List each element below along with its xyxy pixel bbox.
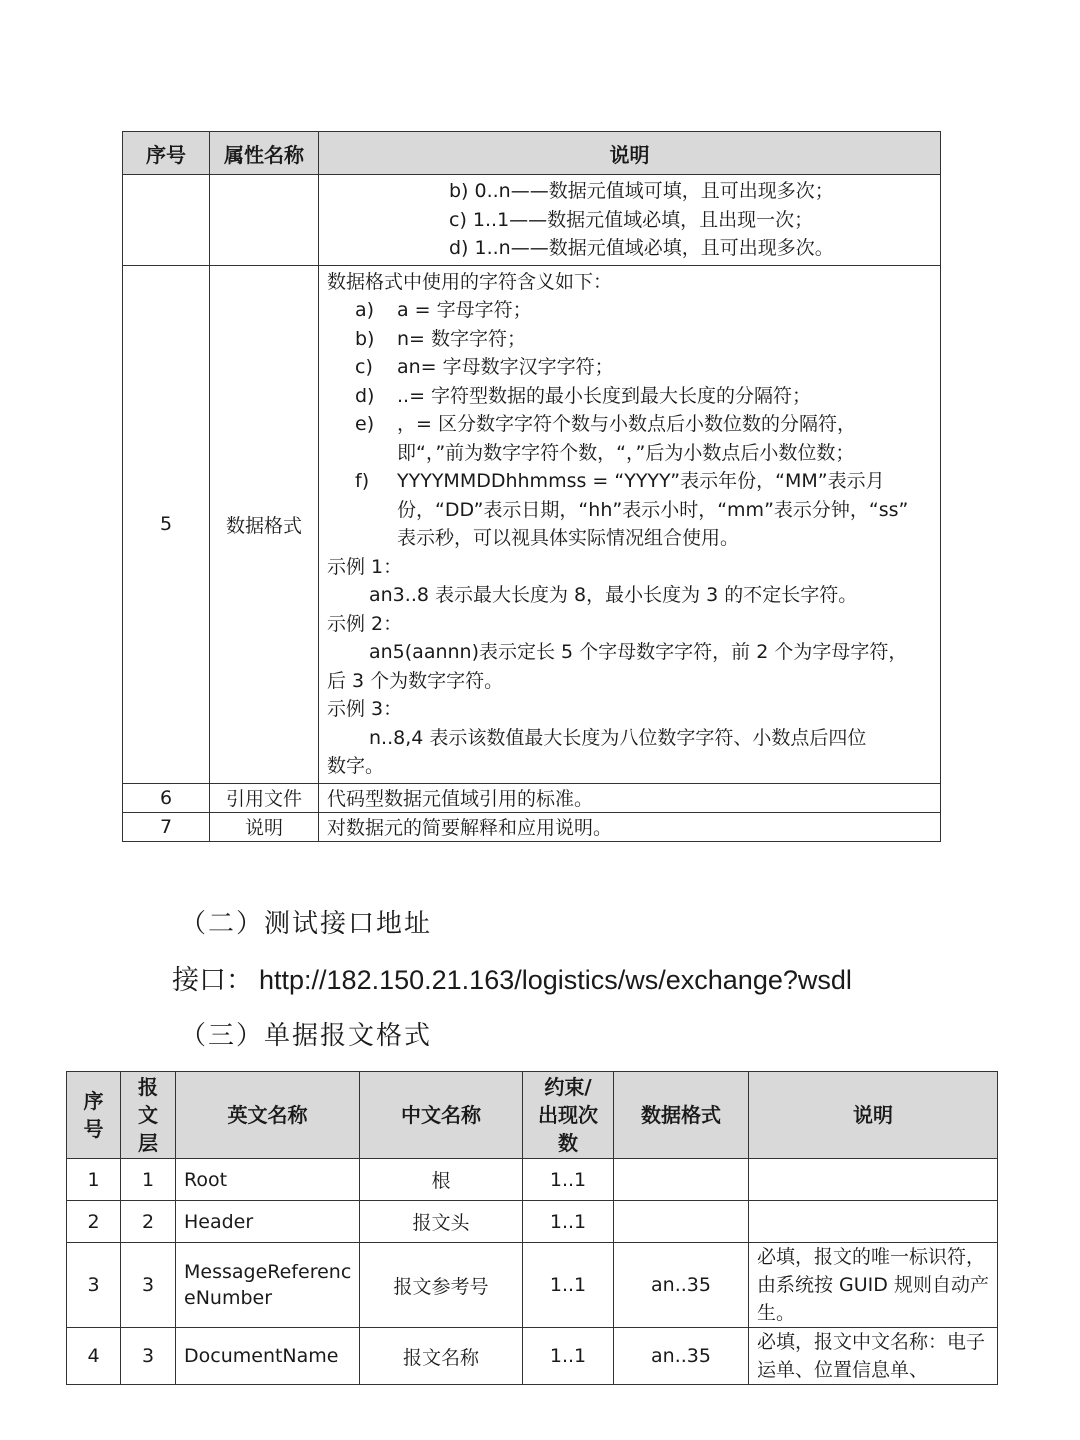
cell-description	[319, 175, 941, 266]
example-label: 示例 1：	[327, 555, 403, 578]
list-item: d) 1..n——数据元值域必填，且可出现多次。	[449, 237, 834, 259]
cell-name	[210, 175, 319, 266]
list-item: b) n= 数字字符；	[355, 327, 527, 350]
list-item: d) ..= 字符型数据的最小长度到最大长度的分隔符；	[355, 384, 812, 407]
cell-english-name: DocumentName	[176, 1328, 360, 1385]
header-constraint: 约束/ 出现次 数	[523, 1072, 614, 1159]
header-layer: 报 文 层	[121, 1072, 176, 1159]
cell-description	[749, 1201, 998, 1243]
cell-layer: 2	[121, 1201, 176, 1243]
list-item-continuation: 表示秒，可以视具体实际情况组合使用。	[397, 527, 740, 549]
section-heading-test-interface: （二）测试接口地址	[180, 909, 433, 939]
table-row	[123, 175, 941, 266]
cell-constraint: 1..1	[523, 1243, 614, 1328]
interface-address-line	[172, 958, 852, 997]
table-row	[123, 783, 941, 812]
cell-data-format	[614, 1159, 749, 1201]
cell-description: 必填，报文中文名称：电子运单、位置信息单、	[749, 1328, 998, 1385]
intro-text: 数据格式中使用的字符含义如下：	[327, 270, 613, 293]
cell-data-format: an..35	[614, 1243, 749, 1328]
list-item: f) YYYYMMDDhhmmss = “YYYY”表示年份，“MM”表示月	[355, 470, 885, 492]
cell-constraint: 1..1	[523, 1201, 614, 1243]
example-text: 数字。	[327, 755, 385, 777]
cell-chinese-name: 根	[360, 1159, 523, 1201]
list-item: b) 0..n——数据元值域可填，且可出现多次；	[449, 180, 834, 202]
table-row	[123, 812, 941, 841]
cell-description	[319, 265, 941, 783]
interface-url: http://182.150.21.163/logistics/ws/exchange?wsdl	[259, 965, 852, 995]
cell-layer: 3	[121, 1328, 176, 1385]
list-item: c) an= 字母数字汉字字符；	[355, 356, 614, 378]
cell-no: 2	[67, 1201, 121, 1243]
cell-data-format	[614, 1201, 749, 1243]
cell-data-format: an..35	[614, 1328, 749, 1385]
cell-description: 代码型数据元值域引用的标准。	[319, 783, 941, 812]
cell-no: 3	[67, 1243, 121, 1328]
cell-name: 引用文件	[210, 783, 319, 812]
header-attribute-name: 属性名称	[210, 132, 319, 175]
list-item: c) 1..1——数据元值域必填，且出现一次；	[449, 208, 814, 231]
cell-no: 5	[123, 265, 210, 783]
cell-chinese-name: 报文名称	[360, 1328, 523, 1385]
table-header-row	[67, 1072, 998, 1159]
cell-constraint: 1..1	[523, 1159, 614, 1201]
table-row	[67, 1328, 998, 1385]
list-item-continuation: 即“，”前为数字字符个数，“，”后为小数点后小数位数；	[397, 441, 855, 464]
table-header-row	[123, 132, 941, 175]
cell-english-name: Root	[176, 1159, 360, 1201]
header-english-name: 英文名称	[176, 1072, 360, 1159]
cell-layer: 3	[121, 1243, 176, 1328]
cell-constraint: 1..1	[523, 1328, 614, 1385]
list-item: e) ，= 区分数字字符个数与小数点后小数位数的分隔符，	[355, 413, 856, 435]
cell-no: 6	[123, 783, 210, 812]
table-row	[67, 1243, 998, 1328]
cell-chinese-name: 报文参考号	[360, 1243, 523, 1328]
example-label: 示例 2：	[327, 612, 403, 635]
message-format-table	[66, 1071, 998, 1385]
interface-label: 接口：	[172, 965, 253, 996]
cell-english-name: MessageReferenceNumber	[176, 1243, 360, 1328]
cell-name: 数据格式	[210, 265, 319, 783]
example-label: 示例 3：	[327, 698, 403, 720]
cell-description: 对数据元的简要解释和应用说明。	[319, 812, 941, 841]
example-text: n..8,4 表示该数值最大长度为八位数字字符、小数点后四位	[369, 726, 867, 749]
data-element-attribute-table	[122, 131, 941, 842]
header-chinese-name: 中文名称	[360, 1072, 523, 1159]
header-description: 说明	[749, 1072, 998, 1159]
example-text: an5(aannn)表示定长 5 个字母数字字符，前 2 个为字母字符，	[369, 641, 908, 663]
list-item-continuation: 份，“DD”表示日期，“hh”表示小时，“mm”表示分钟，“ss”	[397, 498, 909, 521]
example-text: an3..8 表示最大长度为 8，最小长度为 3 的不定长字符。	[369, 584, 858, 606]
table-row	[67, 1159, 998, 1201]
example-text: 后 3 个为数字字符。	[327, 669, 504, 692]
cell-english-name: Header	[176, 1201, 360, 1243]
cell-no: 7	[123, 812, 210, 841]
cell-description: 必填，报文的唯一标识符，由系统按 GUID 规则自动产生。	[749, 1243, 998, 1328]
cell-no: 4	[67, 1328, 121, 1385]
list-item: a) a = 字母字符；	[355, 299, 532, 321]
header-no: 序号	[123, 132, 210, 175]
table-row	[67, 1201, 998, 1243]
cell-layer: 1	[121, 1159, 176, 1201]
table-row	[123, 265, 941, 783]
header-data-format: 数据格式	[614, 1072, 749, 1159]
cell-no: 1	[67, 1159, 121, 1201]
header-description: 说明	[319, 132, 941, 175]
cell-chinese-name: 报文头	[360, 1201, 523, 1243]
section-heading-message-format: （三）单据报文格式	[180, 1021, 433, 1051]
header-no: 序 号	[67, 1072, 121, 1159]
cell-description	[749, 1159, 998, 1201]
cell-name: 说明	[210, 812, 319, 841]
cell-no	[123, 175, 210, 266]
